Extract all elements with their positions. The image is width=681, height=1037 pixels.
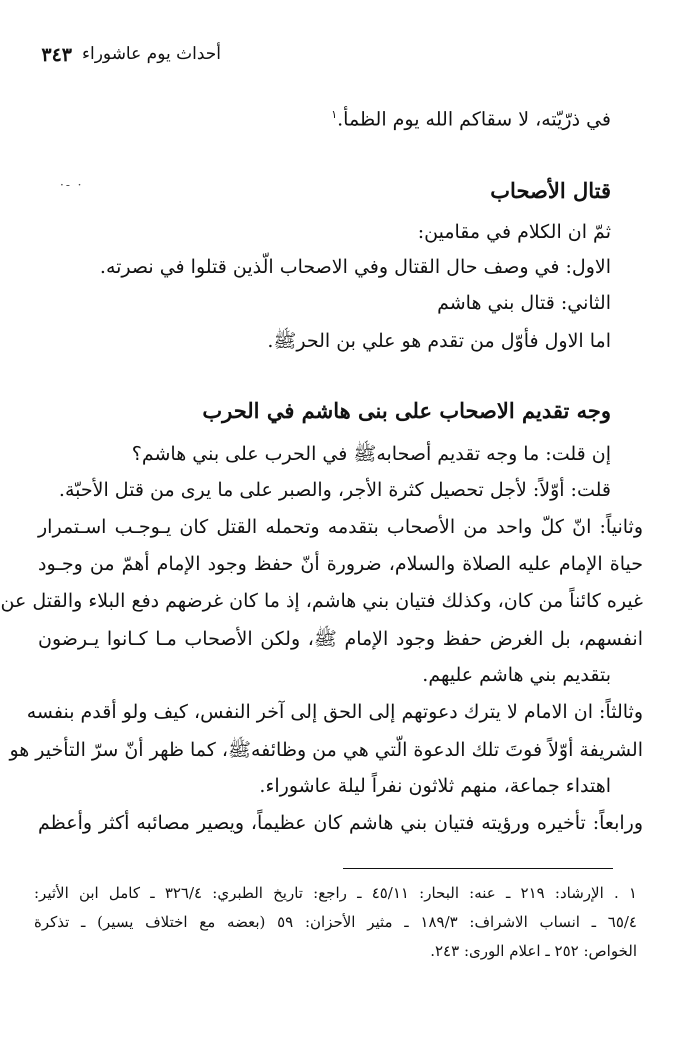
section-heading: وجه تقديم الاصحاب على بنى هاشم في الحرب xyxy=(202,398,611,423)
body-line: انفسهم، بل الغرض حفظ وجود الإمام ﷺ، ولكن الأصحاب مـا كـانوا يـرضون xyxy=(38,628,643,650)
body-line: الشريفة أوّلاً فوتَ تلك الدعوة الّتي هي من وظائفهﷺ، كما ظهر أنّ سرّ التأخير هو xyxy=(9,739,643,761)
body-line: حياة الإمام عليه الصلاة والسلام، ضرورة أنّ حفظ وجود الإمام أهمّ من وجـود xyxy=(38,553,643,575)
body-line: ورابعاً: تأخيره ورؤيته فتيان بني هاشم كان عظيماً، ويصير مصائبه أكثر وأعظم xyxy=(38,812,643,834)
body-line: ثمّ ان الكلام في مقامين: xyxy=(417,221,611,243)
body-line: قلت: أوّلاً: لأجل تحصيل كثرة الأجر، والصبر على ما يرى من قتل الأحبّة. xyxy=(58,479,611,501)
footnote-rule xyxy=(343,868,613,869)
body-line-text: في ذرّيّته، لا سقاكم الله يوم الظمأ. xyxy=(337,108,611,131)
body-line: غيره كائناً من كان، وكذلك فتيان بني هاشم، إذ ما كان غرضهم دفع البلاء والقتل عن xyxy=(0,590,643,612)
footnote-line: ١ . الإرشاد: ٢١٩ ـ عنه: البحار: ٤٥/١١ ـ راجع: تاريخ الطبري: ٣٢٦/٤ ـ كامل ابن الأثير: xyxy=(34,884,637,902)
margin-mark: · -· xyxy=(60,178,84,192)
footnote-ref: ١ xyxy=(331,108,338,121)
footnote-line: الخواص: ٢٥٢ ـ اعلام الورى: ٢٤٣. xyxy=(430,942,637,960)
body-line: وثانياً: انّ كلّ واحد من الأصحاب بتقدمه وتحمله القتل كان يـوجـب اسـتمرار xyxy=(38,516,643,538)
body-line: الثاني: قتال بني هاشم xyxy=(437,292,611,314)
body-line: اما الاول فأوّل من تقدم هو علي بن الحرﷺ. xyxy=(267,330,611,352)
body-line: اهتداء جماعة، منهم ثلاثون نفراً ليلة عاشوراء. xyxy=(259,775,611,797)
footnote-line: ٦٥/٤ ـ انساب الاشراف: ١٨٩/٣ ـ مثير الأحزان: ٥٩ (بعضه مع اختلاف يسير) ـ تذكرة xyxy=(34,913,637,931)
body-line: بتقديم بني هاشم عليهم. xyxy=(422,664,611,686)
body-line xyxy=(331,108,611,130)
running-header-title: أحداث يوم عاشوراء xyxy=(81,44,221,64)
page-number: ٣٤٣ xyxy=(41,44,72,66)
body-line: الاول: في وصف حال القتال وفي الاصحاب الّذين قتلوا في نصرته. xyxy=(99,256,611,278)
running-header xyxy=(38,44,221,66)
body-line: وثالثاً: ان الامام لا يترك دعوتهم إلى الحق إلى آخر النفس، كيف ولو أقدم بنفسه xyxy=(26,701,643,723)
section-heading: قتال الأصحاب xyxy=(490,178,611,203)
body-line: إن قلت: ما وجه تقديم أصحابهﷺ في الحرب على بني هاشم؟ xyxy=(131,443,611,465)
